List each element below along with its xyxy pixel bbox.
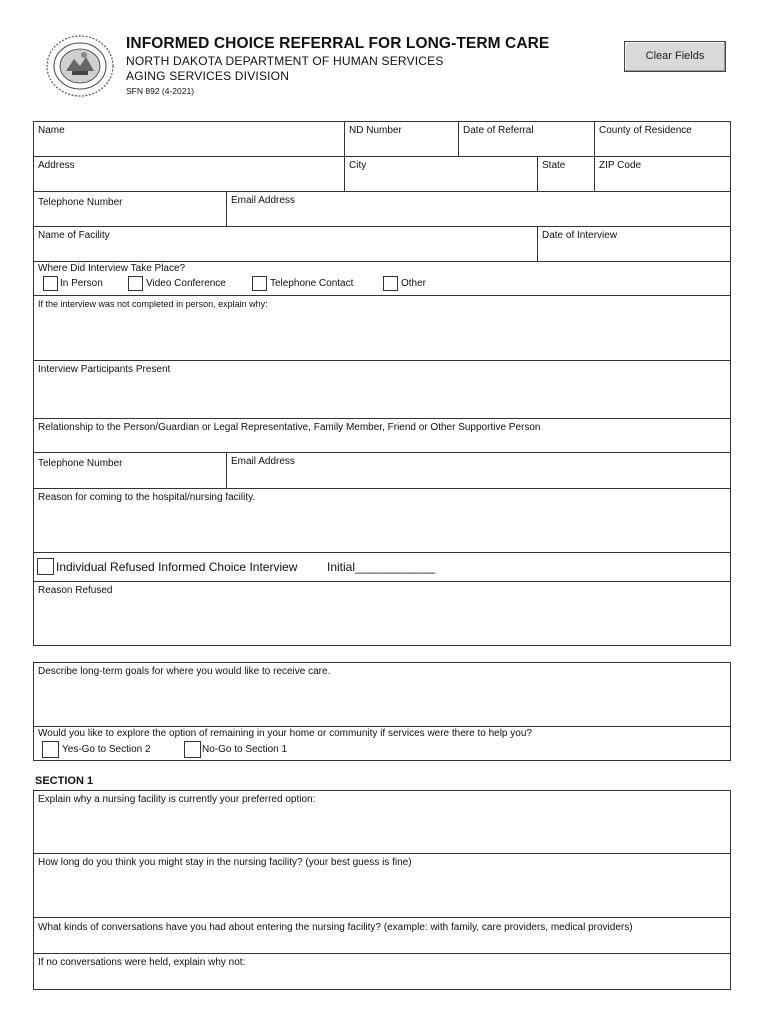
yes-section2-checkbox[interactable]: [42, 741, 59, 758]
long-term-goals-label: Describe long-term goals for where you would like to receive care.: [38, 666, 331, 677]
no-section1-label: No-Go to Section 1: [202, 744, 288, 755]
email2-field[interactable]: [227, 468, 730, 487]
preferred-option-label: Explain why a nursing facility is currently your preferred option:: [38, 794, 316, 805]
form-number: SFN 892 (4-2021): [126, 86, 195, 96]
email-label: Email Address: [231, 195, 295, 206]
conversations-field[interactable]: [34, 935, 730, 952]
address-field[interactable]: [34, 172, 343, 190]
stay-duration-label: How long do you think you might stay in the nursing facility? (your best guess is fine): [38, 857, 412, 868]
relationship-label: Relationship to the Person/Guardian or Legal Representative, Family Member, Friend or Other Supportive Person: [38, 422, 541, 433]
name-field[interactable]: [34, 137, 343, 155]
refused-checkbox[interactable]: [37, 558, 54, 575]
stay-duration-field[interactable]: [34, 870, 730, 916]
telephone2-field[interactable]: [34, 470, 225, 487]
telephone-contact-label: Telephone Contact: [270, 278, 354, 289]
telephone-contact-checkbox[interactable]: [252, 276, 267, 291]
telephone-field[interactable]: [34, 209, 225, 225]
other-label: Other: [401, 278, 427, 289]
date-of-interview-label: Date of Interview: [542, 230, 618, 241]
no-section1-checkbox[interactable]: [184, 741, 201, 758]
refused-label: Individual Refused Informed Choice Interview: [56, 560, 298, 574]
date-of-referral-label: Date of Referral: [463, 125, 534, 136]
reason-coming-field[interactable]: [34, 505, 730, 551]
clear-fields-button[interactable]: Clear Fields: [624, 41, 726, 72]
preferred-option-field[interactable]: [34, 807, 730, 852]
email-field[interactable]: [227, 207, 730, 225]
long-term-goals-field[interactable]: [34, 679, 730, 725]
zip-label: ZIP Code: [599, 160, 642, 171]
in-person-label: In Person: [60, 278, 103, 289]
nd-number-label: ND Number: [349, 125, 402, 136]
department-name: NORTH DAKOTA DEPARTMENT OF HUMAN SERVICES: [126, 54, 444, 68]
facility-field[interactable]: [34, 242, 536, 260]
state-seal-logo: [44, 33, 116, 99]
reason-refused-label: Reason Refused: [38, 585, 113, 596]
yes-section2-label: Yes-Go to Section 2: [62, 744, 151, 755]
zip-field[interactable]: [595, 172, 730, 190]
county-field[interactable]: [595, 137, 730, 155]
initial-field[interactable]: Initial____________: [327, 560, 436, 574]
city-label: City: [349, 160, 367, 171]
video-conference-label: Video Conference: [146, 278, 226, 289]
section1-heading: SECTION 1: [35, 775, 94, 787]
date-of-interview-field[interactable]: [538, 242, 730, 260]
reason-coming-label: Reason for coming to the hospital/nursing facility.: [38, 492, 256, 503]
address-label: Address: [38, 160, 75, 171]
state-label: State: [542, 160, 566, 171]
not-in-person-field[interactable]: [34, 312, 730, 359]
form-title: INFORMED CHOICE REFERRAL FOR LONG-TERM CARE: [126, 35, 550, 52]
telephone2-label: Telephone Number: [38, 458, 123, 469]
relationship-field[interactable]: [34, 435, 730, 451]
other-checkbox[interactable]: [383, 276, 398, 291]
county-label: County of Residence: [599, 125, 692, 136]
no-conversations-field[interactable]: [34, 970, 730, 989]
nd-number-field[interactable]: [345, 137, 457, 155]
in-person-checkbox[interactable]: [43, 276, 58, 291]
where-interview-label: Where Did Interview Take Place?: [38, 263, 186, 274]
participants-field[interactable]: [34, 377, 730, 417]
conversations-label: What kinds of conversations have you had about entering the nursing facility? (example: with family, care providers, medical providers): [38, 922, 633, 933]
no-conversations-label: If no conversations were held, explain why not:: [38, 957, 246, 968]
email2-label: Email Address: [231, 456, 295, 467]
facility-label: Name of Facility: [38, 230, 110, 241]
date-of-referral-field[interactable]: [459, 137, 593, 155]
city-field[interactable]: [345, 172, 536, 190]
participants-label: Interview Participants Present: [38, 364, 171, 375]
division-name: AGING SERVICES DIVISION: [126, 69, 290, 83]
name-label: Name: [38, 125, 65, 136]
explore-option-label: Would you like to explore the option of remaining in your home or community if services were there to help you?: [38, 728, 532, 739]
telephone-label: Telephone Number: [38, 197, 123, 208]
not-in-person-label: If the interview was not completed in person, explain why:: [38, 299, 268, 309]
video-conference-checkbox[interactable]: [128, 276, 143, 291]
reason-refused-field[interactable]: [34, 598, 730, 645]
state-field[interactable]: [538, 172, 593, 190]
